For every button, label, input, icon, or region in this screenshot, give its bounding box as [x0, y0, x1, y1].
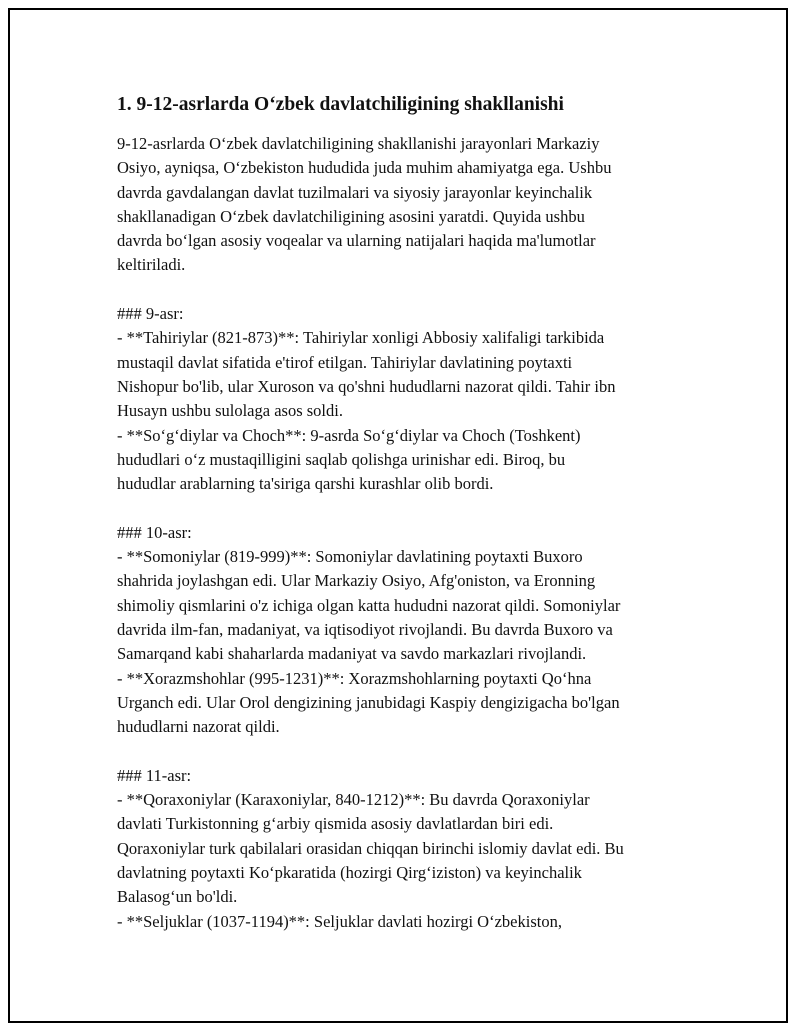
text-line: shimoliy qismlarini o'z ichiga olgan katta hududni nazorat qildi. Somoniylar: [117, 595, 621, 615]
text-line: Qoraxoniylar turk qabilalari orasidan chiqqan birinchi islomiy davlat edi. Bu: [117, 838, 624, 858]
blank-line: [117, 739, 697, 763]
text-line: - **So‘g‘diylar va Choch**: 9-asrda So‘g‘diylar va Choch (Toshkent): [117, 425, 581, 445]
text-line: davlati Turkistonning g‘arbiy qismida asosiy davlatlardan biri edi.: [117, 814, 554, 834]
text-line: Urganch edi. Ular Orol dengizining janubidagi Kaspiy dengizigacha bo'lgan: [117, 692, 620, 712]
text-line: hududlari o‘z mustaqilligini saqlab qolishga urinishar edi. Biroq, bu: [117, 449, 566, 469]
text-line: - **Somoniylar (819-999)**: Somoniylar davlatining poytaxti Buxoro: [117, 547, 583, 567]
section-11-asr: [117, 764, 697, 934]
section-heading: ### 9-asr:: [117, 304, 184, 324]
text-line: Husayn ushbu sulolaga asos soldi.: [117, 401, 343, 421]
section-heading: ### 11-asr:: [117, 765, 192, 785]
text-line: - **Seljuklar (1037-1194)**: Seljuklar davlati hozirgi O‘zbekiston,: [117, 911, 562, 931]
blank-line: [117, 496, 697, 520]
text-line: shahrida joylashgan edi. Ular Markaziy Osiyo, Afg'oniston, va Eronning: [117, 571, 596, 591]
text-line: keltiriladi.: [117, 255, 186, 275]
section-heading: ### 10-asr:: [117, 522, 192, 542]
text-line: Balasog‘un bo'ldi.: [117, 887, 238, 907]
intro-paragraph: [117, 132, 697, 278]
text-line: davrda bo‘lgan asosiy voqealar va ularning natijalari haqida ma'lumotlar: [117, 231, 596, 251]
text-line: mustaqil davlat sifatida e'tirof etilgan. Tahiriylar davlatining poytaxti: [117, 352, 573, 372]
text-line: shakllanadigan O‘zbek davlatchiligining asosini yaratdi. Quyida ushbu: [117, 206, 585, 226]
text-line: davrida ilm-fan, madaniyat, va iqtisodiyot rivojlandi. Bu davrda Buxoro va: [117, 619, 613, 639]
text-line: - **Qoraxoniylar (Karaxoniylar, 840-1212)**: Bu davrda Qoraxoniylar: [117, 790, 590, 810]
section-9-asr: [117, 302, 697, 496]
text-line: davlatning poytaxti Ko‘pkaratida (hozirgi Qirg‘iziston) va keyinchalik: [117, 862, 582, 882]
text-line: 9-12-asrlarda O‘zbek davlatchiligining shakllanishi jarayonlari Markaziy: [117, 134, 600, 153]
text-line: Samarqand kabi shaharlarda madaniyat va savdo markazlari rivojlandi.: [117, 644, 587, 664]
text-line: davrda gavdalangan davlat tuzilmalari va siyosiy jarayonlar keyinchalik: [117, 182, 593, 202]
text-line: - **Xorazmshohlar (995-1231)**: Xorazmshohlarning poytaxti Qo‘hna: [117, 668, 592, 688]
blank-line: [117, 278, 697, 302]
document-body: [117, 92, 697, 934]
text-line: hududlar arablarning ta'siriga qarshi kurashlar olib bordi.: [117, 474, 494, 494]
text-line: Nishopur bo'lib, ular Xuroson va qo'shni hududlarni nazorat qildi. Tahir ibn: [117, 376, 616, 396]
text-line: Osiyo, ayniqsa, O‘zbekiston hududida juda muhim ahamiyatga ega. Ushbu: [117, 158, 612, 178]
section-10-asr: [117, 521, 697, 740]
text-line: hududlarni nazorat qildi.: [117, 717, 280, 737]
document-title: 1. 9-12-asrlarda O‘zbek davlatchiligining shakllanishi: [117, 94, 564, 115]
text-line: - **Tahiriylar (821-873)**: Tahiriylar xonligi Abbosiy xalifaligi tarkibida: [117, 328, 605, 348]
